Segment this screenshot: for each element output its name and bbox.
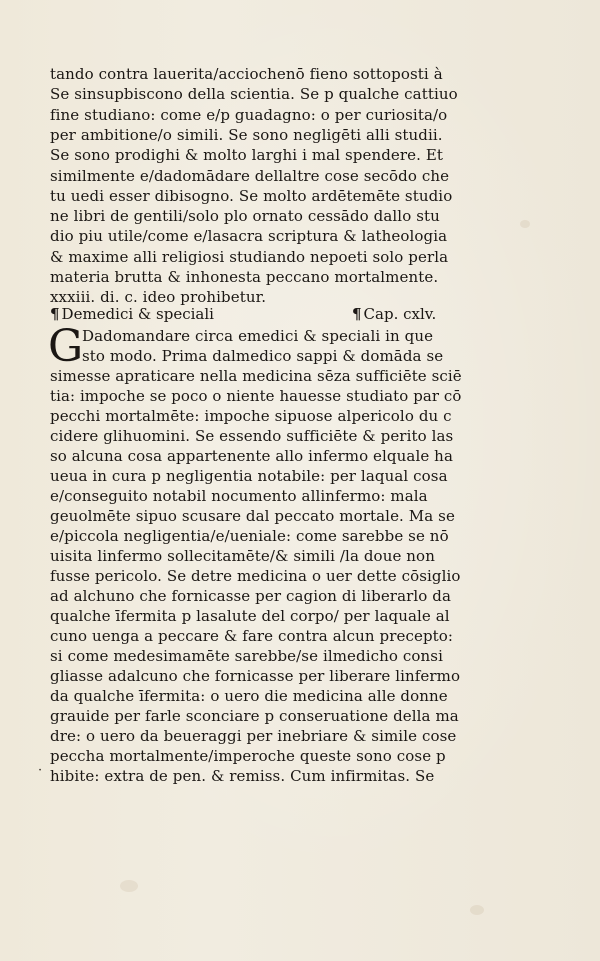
text-line: per ambitione/o simili. Se sono negligēti alli studii. xyxy=(50,125,443,144)
text-line: xxxiii. di. c. ideo prohibetur. xyxy=(50,288,267,307)
text-line: e/conseguito notabil nocumento allinfermo: mala xyxy=(50,487,428,505)
text-line: e/piccola negligentia/e/ueniale: come sarebbe se nō xyxy=(50,527,449,545)
foxing-spot xyxy=(120,880,138,892)
chapter-label: Cap. cxlv. xyxy=(363,305,437,323)
text-line: tu uedi esser dibisogno. Se molto ardētemēte studio xyxy=(50,186,453,205)
text-line: fusse pericolo. Se detre medicina o uer dette cōsiglio xyxy=(50,567,461,585)
text-line: Dadomandare circa emedici & speciali in que xyxy=(82,327,434,345)
text-line: da qualche īfermita: o uero die medicina alle donne xyxy=(50,687,448,705)
text-line: peccha mortalmente/imperoche queste sono cose p xyxy=(50,747,446,765)
text-line: qualche īfermita p lasalute del corpo/ per laquale al xyxy=(50,607,450,625)
chapter-number xyxy=(352,304,436,324)
text-line: similmente e/dadomādare dellaltre cose secōdo che xyxy=(50,166,450,185)
text-line: sto modo. Prima dalmedico sappi & domāda se xyxy=(82,347,444,365)
text-line: ad alchuno che fornicasse per cagion di liberarlo da xyxy=(50,587,452,605)
margin-mark: · xyxy=(38,763,43,778)
text-line: Se sinsupbiscono della scientia. Se p qualche cattiuo xyxy=(50,85,458,104)
text-line: dio piu utile/come e/lasacra scriptura & latheologia xyxy=(50,227,448,246)
text-line: tia: impoche se poco o niente hauesse studiato par cō xyxy=(50,387,462,405)
text-line: so alcuna cosa appartenente allo infermo elquale ha xyxy=(50,447,453,465)
text-line: & maxime alli religiosi studiando nepoeti solo perla xyxy=(50,247,449,266)
text-line: hibite: extra de pen. & remiss. Cum infirmitas. Se xyxy=(50,767,435,785)
text-line: si come medesimamēte sarebbe/se ilmedicho consi xyxy=(50,647,443,665)
text-line: geuolmēte sipuo scusare dal peccato mortale. Ma se xyxy=(50,507,455,525)
foxing-spot xyxy=(470,905,484,915)
text-line: dre: o uero da beueraggi per inebriare & simile cose xyxy=(50,727,457,745)
text-line: grauide per farle sconciare p conseruatione della ma xyxy=(50,707,459,725)
text-line: cuno uenga a peccare & fare contra alcun precepto: xyxy=(50,627,454,645)
text-line: pecchi mortalmēte: impoche sipuose alpericolo du c xyxy=(50,407,452,425)
text-line: simesse apraticare nella medicina sēza sufficiēte sciē xyxy=(50,367,462,385)
foxing-spot xyxy=(520,220,530,228)
text-line: ne libri de gentili/solo plo ornato cessādo dallo stu xyxy=(50,207,440,226)
text-line: ueua in cura p negligentia notabile: per laqual cosa xyxy=(50,467,448,485)
pilcrow-icon: ¶ xyxy=(352,305,362,323)
section-title: Demedici & speciali xyxy=(61,305,214,323)
text-line: fine studiano: come e/p guadagno: o per curiosita/o xyxy=(50,105,448,124)
drop-cap-initial: G xyxy=(48,321,84,372)
text-line: uisita linfermo sollecitamēte/& simili /la doue non xyxy=(50,547,435,565)
pilcrow-icon: ¶ xyxy=(50,305,60,323)
text-line: materia brutta & inhonesta peccano mortalmente. xyxy=(50,268,439,286)
text-line: Se sono prodighi & molto larghi i mal spendere. Et xyxy=(50,146,444,165)
text-line: tando contra lauerita/acciochenō fieno sottoposti à xyxy=(50,65,443,83)
text-line: cidere glihuomini. Se essendo sufficiēte & perito las xyxy=(50,427,454,445)
text-line: gliasse adalcuno che fornicasse per liberare linfermo xyxy=(50,667,461,685)
